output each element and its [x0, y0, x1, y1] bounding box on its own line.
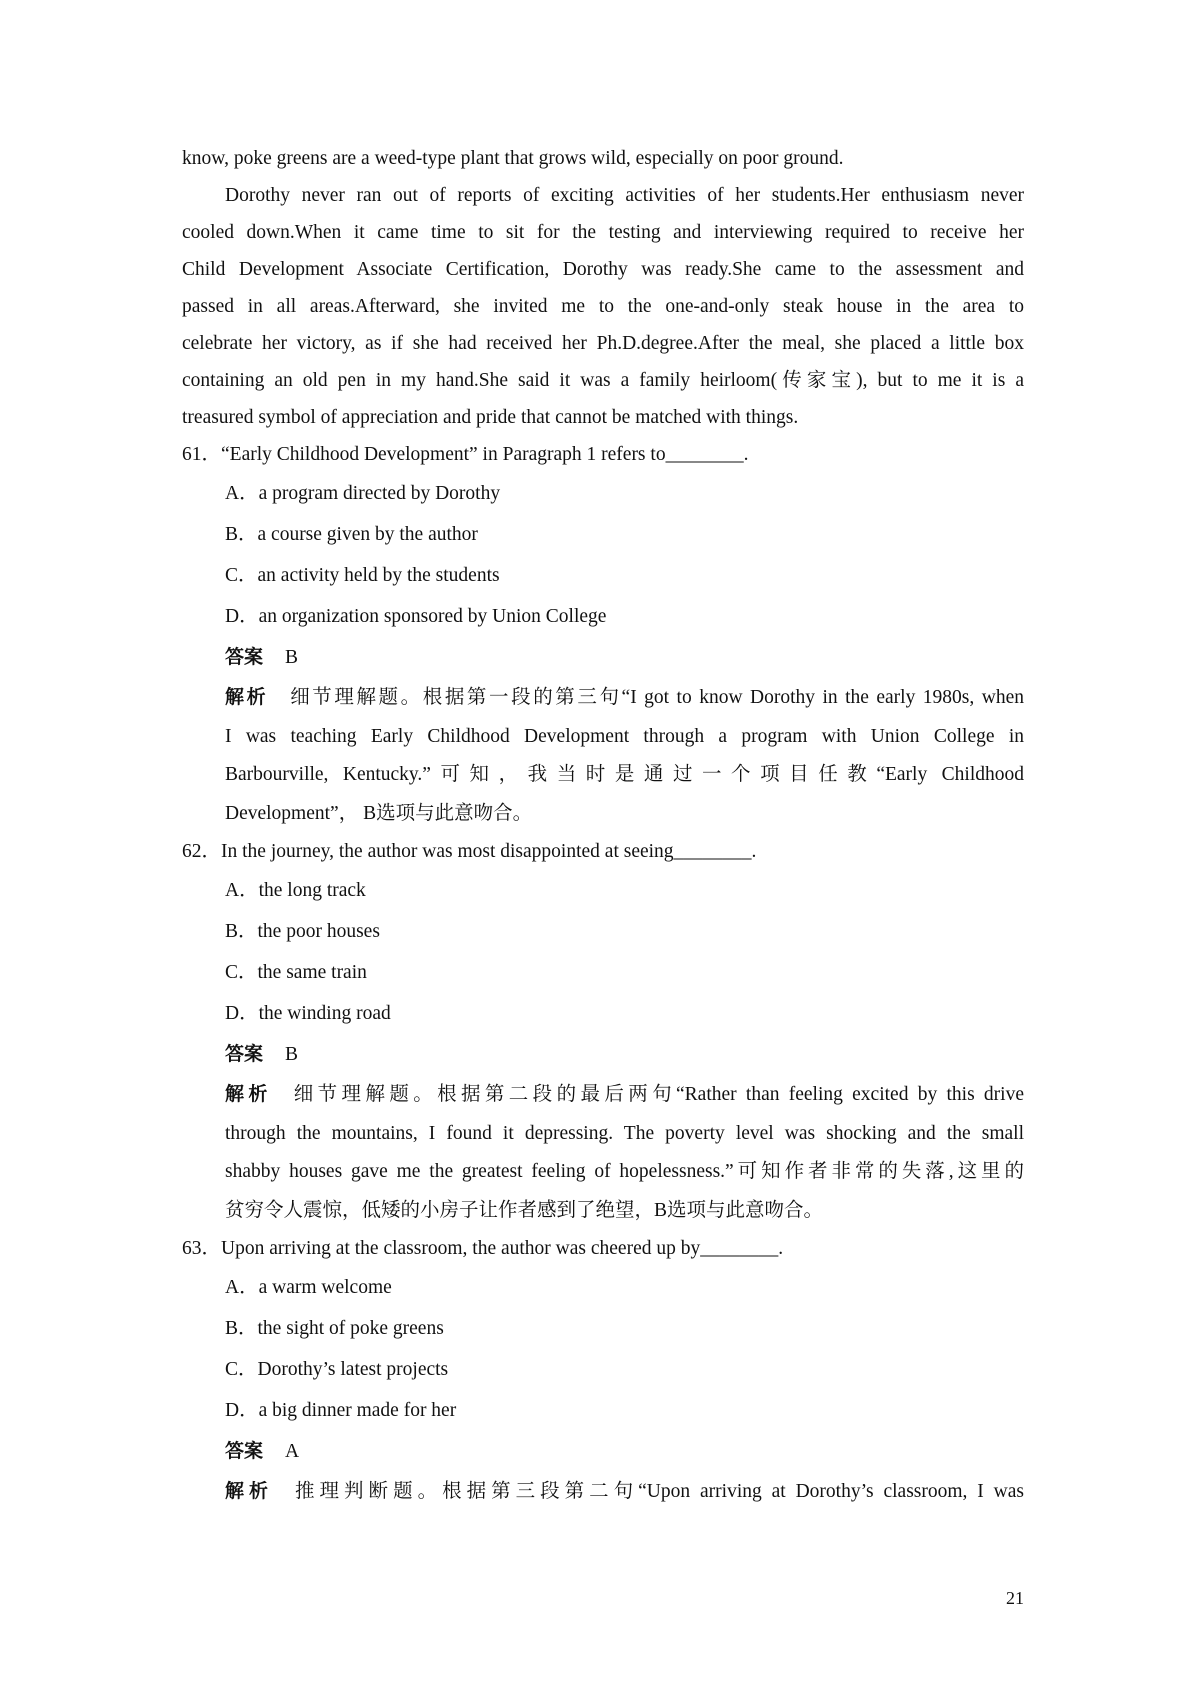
option-b: B．a course given by the author [225, 524, 478, 545]
answer-label: 答案 [225, 1440, 264, 1462]
explanation-line: Barbourville, Kentucky.”可知，我当时是通过一个项目任教“Early Childhood [225, 764, 1024, 785]
passage-line: passed in all areas.Afterward, she invited me to the one-and-only steak house in the area to [182, 296, 1024, 317]
explanation-line [225, 678, 1024, 718]
option-d: D．a big dinner made for her [225, 1400, 457, 1421]
passage-line: celebrate her victory, as if she had received her Ph.D.degree.After the meal, she placed a little box [182, 333, 1024, 354]
question-62 [182, 833, 1024, 1230]
explanation-text: 细节理解题。根据第二段的最后两句“Rather than feeling excited by this drive [293, 1084, 1024, 1105]
option-d: D．the winding road [225, 1003, 391, 1024]
passage-line: Dorothy never ran out of reports of exciting activities of her students.Her enthusiasm never [225, 185, 1024, 206]
option-a: A．a warm welcome [225, 1277, 392, 1298]
explanation [182, 678, 1024, 833]
passage-line: containing an old pen in my hand.She said it was a family heirloom(传家宝), but to me it is a [182, 370, 1024, 391]
explanation-line: through the mountains, I found it depressing. The poverty level was shocking and the small [225, 1122, 1024, 1144]
explanation-text: 细节理解题。根据第一段的第三句“I got to know Dorothy in the early 1980s, when [290, 687, 1024, 708]
document-page [182, 140, 1024, 1512]
option-b: B．the sight of poke greens [225, 1318, 444, 1339]
explanation-line: Development”， B选项与此意吻合。 [225, 802, 533, 824]
explanation-label: 解析 [225, 686, 269, 708]
explanation-line: I was teaching Early Childhood Development through a program with Union College in [225, 725, 1024, 747]
question-stem: 63．Upon arriving at the classroom, the author was cheered up by________. [182, 1238, 784, 1259]
explanation-line: shabby houses gave me the greatest feeling of hopelessness.”可知作者非常的失落,这里的 [225, 1161, 1024, 1182]
answer-label: 答案 [225, 1043, 264, 1065]
question-stem: 61．“Early Childhood Development” in Paragraph 1 refers to________. [182, 444, 749, 465]
option-c: C．Dorothy’s latest projects [225, 1359, 449, 1380]
passage-line: know, poke greens are a weed-type plant that grows wild, especially on poor ground. [182, 148, 844, 169]
page-number: 21 [1006, 1588, 1024, 1608]
answer-value: B [285, 1044, 299, 1065]
question-stem: 62．In the journey, the author was most disappointed at seeing________. [182, 841, 757, 862]
passage [182, 140, 1024, 436]
explanation-text: 推理判断题。根据第三段第二句“Upon arriving at Dorothy’s classroom, I was [295, 1481, 1024, 1502]
answer-value: A [285, 1441, 300, 1462]
question-61 [182, 436, 1024, 833]
answer-row [182, 1431, 1024, 1472]
answer-row [182, 637, 1024, 678]
answer-value: B [285, 647, 299, 668]
option-b: B．the poor houses [225, 921, 380, 942]
explanation-line: 贫穷令人震惊，低矮的小房子让作者感到了绝望，B选项与此意吻合。 [225, 1199, 824, 1221]
passage-line: Child Development Associate Certification, Dorothy was ready.She came to the assessment and [182, 259, 1024, 280]
explanation-line [225, 1472, 1024, 1512]
explanation-label: 解析 [225, 1480, 274, 1502]
answer-label: 答案 [225, 646, 264, 668]
explanation [182, 1472, 1024, 1512]
option-c: C．the same train [225, 962, 367, 983]
option-d: D．an organization sponsored by Union College [225, 606, 607, 627]
explanation [182, 1075, 1024, 1230]
explanation-label: 解析 [225, 1083, 272, 1105]
passage-line: treasured symbol of appreciation and pride that cannot be matched with things. [182, 407, 799, 428]
option-a: A．a program directed by Dorothy [225, 483, 501, 504]
passage-line: cooled down.When it came time to sit for the testing and interviewing required to receive her [182, 222, 1024, 243]
option-a: A．the long track [225, 880, 366, 901]
option-c: C．an activity held by the students [225, 565, 500, 586]
answer-row [182, 1034, 1024, 1075]
question-63 [182, 1230, 1024, 1512]
explanation-line [225, 1075, 1024, 1115]
